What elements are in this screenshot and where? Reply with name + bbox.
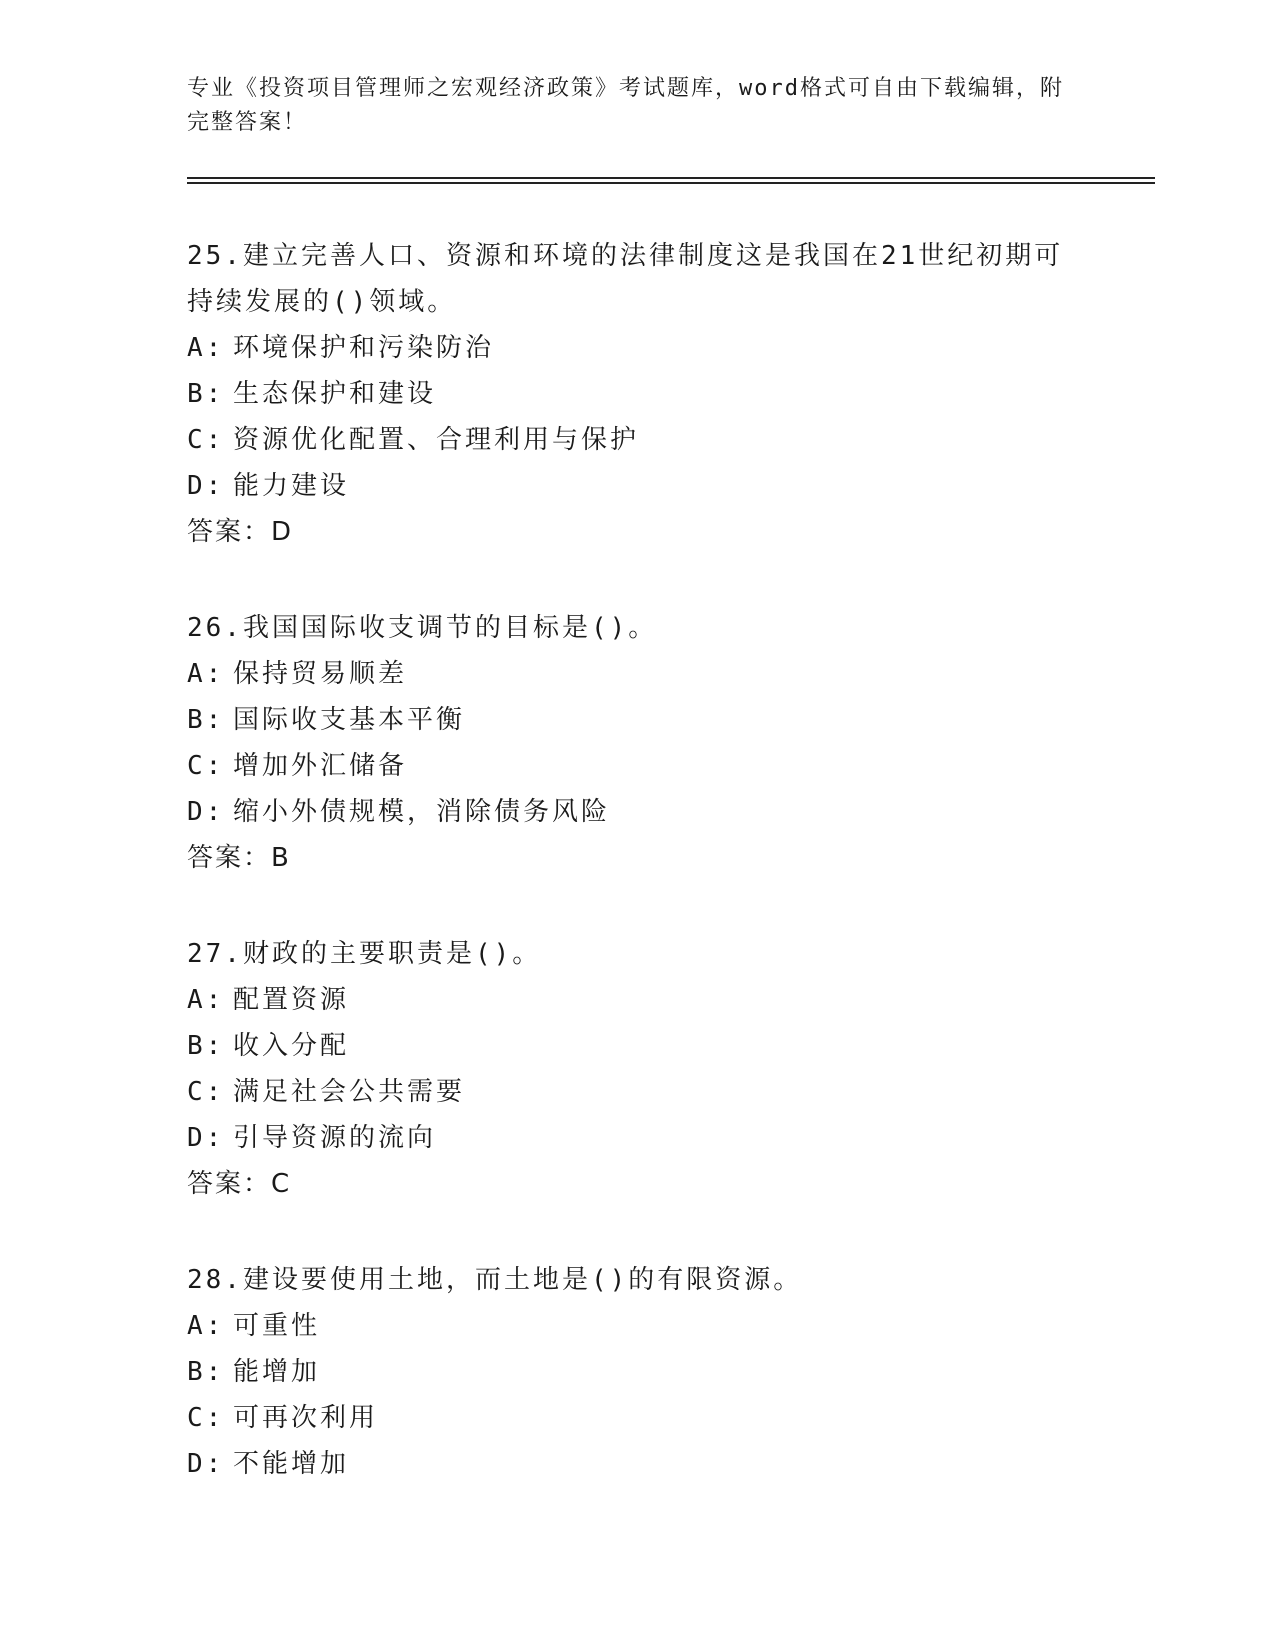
option-text: 保持贸易顺差 [233,659,408,689]
option-letter: D: [187,471,225,501]
header-divider-top [187,177,1155,179]
option-d [187,463,1067,509]
option-c [187,1395,1067,1441]
option-b [187,1349,1067,1395]
answer-line: 答案：C [187,1169,292,1199]
option-letter: D: [187,1123,225,1153]
option-d [187,789,1067,835]
question-27 [187,931,1067,1207]
answer-line: 答案：B [187,843,291,873]
option-letter: B: [187,1031,225,1061]
option-a [187,977,1067,1023]
option-text: 环境保护和污染防治 [233,333,495,363]
option-letter: B: [187,705,225,735]
question-stem: 28.建设要使用土地，而土地是()的有限资源。 [187,1265,803,1295]
option-b [187,1023,1067,1069]
option-d [187,1115,1067,1161]
question-stem: 25.建立完善人口、资源和环境的法律制度这是我国在21世纪初期可持续发展的()领域。 [187,241,1064,317]
option-b [187,697,1067,743]
option-text: 配置资源 [233,985,350,1015]
option-text: 引导资源的流向 [233,1123,437,1153]
option-text: 能力建设 [233,471,350,501]
option-letter: B: [187,1357,225,1387]
question-stem: 26.我国国际收支调节的目标是()。 [187,613,658,643]
option-b [187,371,1067,417]
option-c [187,743,1067,789]
option-letter: A: [187,985,225,1015]
option-d [187,1441,1067,1487]
option-letter: D: [187,1449,225,1479]
option-text: 资源优化配置、合理利用与保护 [233,425,640,455]
option-text: 可重性 [233,1311,321,1341]
option-text: 收入分配 [233,1031,350,1061]
option-text: 满足社会公共需要 [233,1077,466,1107]
header-divider-bottom [187,182,1155,184]
question-25 [187,233,1067,555]
option-text: 国际收支基本平衡 [233,705,466,735]
option-letter: B: [187,379,225,409]
question-list [187,233,1067,1537]
option-text: 生态保护和建设 [233,379,437,409]
option-a [187,1303,1067,1349]
question-28 [187,1257,1067,1487]
option-letter: C: [187,1077,225,1107]
option-text: 能增加 [233,1357,321,1387]
option-letter: A: [187,1311,225,1341]
document-header: 专业《投资项目管理师之宏观经济政策》考试题库，word格式可自由下载编辑，附完整答案！ [187,76,1064,135]
answer-line: 答案：D [187,517,294,547]
option-letter: C: [187,751,225,781]
option-letter: C: [187,425,225,455]
option-text: 增加外汇储备 [233,751,408,781]
question-26 [187,605,1067,881]
option-letter: A: [187,333,225,363]
option-a [187,651,1067,697]
option-text: 缩小外债规模，消除债务风险 [233,797,611,827]
question-stem: 27.财政的主要职责是()。 [187,939,542,969]
option-letter: C: [187,1403,225,1433]
option-letter: D: [187,797,225,827]
option-c [187,417,1067,463]
option-c [187,1069,1067,1115]
option-letter: A: [187,659,225,689]
option-a [187,325,1067,371]
option-text: 不能增加 [233,1449,350,1479]
option-text: 可再次利用 [233,1403,379,1433]
